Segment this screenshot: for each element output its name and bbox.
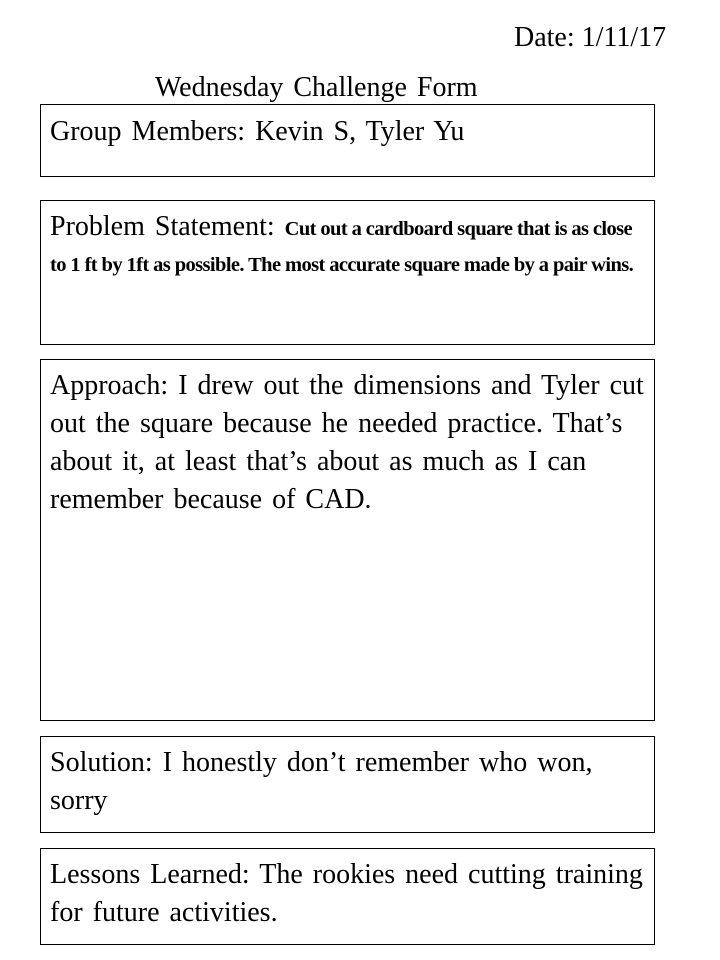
lessons-learned-section bbox=[40, 848, 655, 945]
approach-label: Approach: bbox=[50, 370, 169, 401]
lessons-learned-value: The rookies need cutting training for future activities. bbox=[50, 859, 643, 928]
approach-value: I drew out the dimensions and Tyler cut out the square because he needed practice. That’s about it, at least that’s about as much as I can remember because of CAD. bbox=[50, 370, 644, 515]
group-members-label: Group Members: bbox=[50, 116, 246, 147]
group-members-value: Kevin S, Tyler Yu bbox=[255, 116, 465, 147]
form-date: Date: 1/11/17 bbox=[514, 22, 667, 53]
group-members-section bbox=[40, 104, 655, 177]
approach-section bbox=[40, 359, 655, 721]
solution-label: Solution: bbox=[50, 747, 153, 778]
problem-statement-value: Cut out a cardboard square that is as close to 1 ft by 1ft as possible. The most accurate square made by a pair wins. bbox=[50, 218, 634, 276]
solution-value: I honestly don’t remember who won, sorry bbox=[50, 747, 593, 816]
lessons-learned-label: Lessons Learned: bbox=[50, 859, 250, 890]
form-title: Wednesday Challenge Form bbox=[155, 72, 478, 103]
problem-statement-section bbox=[40, 200, 655, 345]
solution-section bbox=[40, 736, 655, 833]
problem-statement-label: Problem Statement: bbox=[50, 211, 275, 242]
